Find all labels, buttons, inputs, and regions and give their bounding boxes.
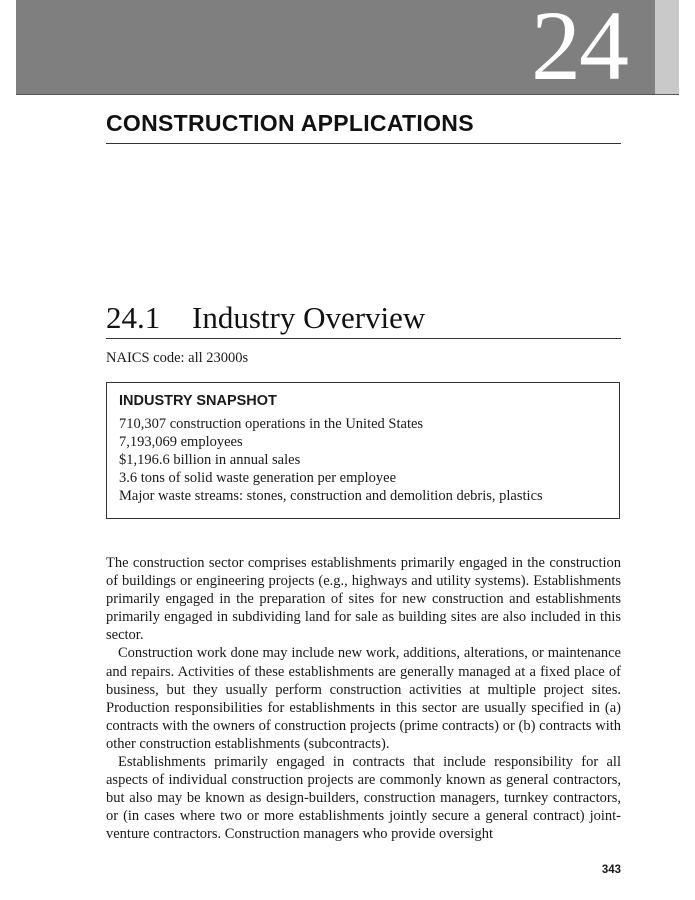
- body-paragraph: Construction work done may include new work, additions, alterations, or maintenance and repairs. Activities of these establishments are generally managed at a fixed place of business, but they usually perform construction activities at multiple project sites. Production responsibilities for establishments in this sector are usually specified in (a) contracts with the owners of construction projects (prime contracts) or (b) contracts with other construction establishments (subcontracts).: [106, 645, 621, 752]
- naics-code: NAICS code: all 23000s: [106, 350, 249, 366]
- body-paragraph: The construction sector comprises establishments primarily engaged in the construction of buildings or engineering projects (e.g., highways and utility systems). Establishments primarily engaged in the preparation of sites for new construction and establishments primarily engaged in subdividing land for sale as building sites are also included in this sector.: [106, 555, 621, 644]
- body-text: [106, 554, 621, 844]
- section-title: Industry Overview: [192, 300, 426, 335]
- snapshot-line: 710,307 construction operations in the United States: [119, 416, 424, 432]
- snapshot-line: $1,196.6 billion in annual sales: [119, 452, 301, 468]
- industry-snapshot-box: [106, 382, 620, 519]
- section-heading: [106, 300, 621, 339]
- section-number: 24.1: [106, 300, 161, 335]
- page-number: 343: [601, 864, 621, 876]
- body-paragraph: Establishments primarily engaged in contracts that include responsibility for all aspects of individual construction projects are commonly known as general contractors, but also may be known as design-builders, construction managers, turnkey contractors, or (in cases where two or more establishments jointly secure a general contract) joint-venture contractors. Construction managers who provide oversight: [106, 754, 621, 843]
- chapter-header-band: [16, 0, 679, 101]
- chapter-title: CONSTRUCTION APPLICATIONS: [106, 110, 621, 144]
- snapshot-line: Major waste streams: stones, construction and demolition debris, plastics: [119, 488, 543, 504]
- snapshot-title: INDUSTRY SNAPSHOT: [119, 393, 277, 409]
- chapter-number: 24: [531, 0, 627, 101]
- snapshot-line: 3.6 tons of solid waste generation per employee: [119, 470, 397, 486]
- chapter-header-tab: [655, 0, 679, 94]
- snapshot-line: 7,193,069 employees: [119, 434, 243, 450]
